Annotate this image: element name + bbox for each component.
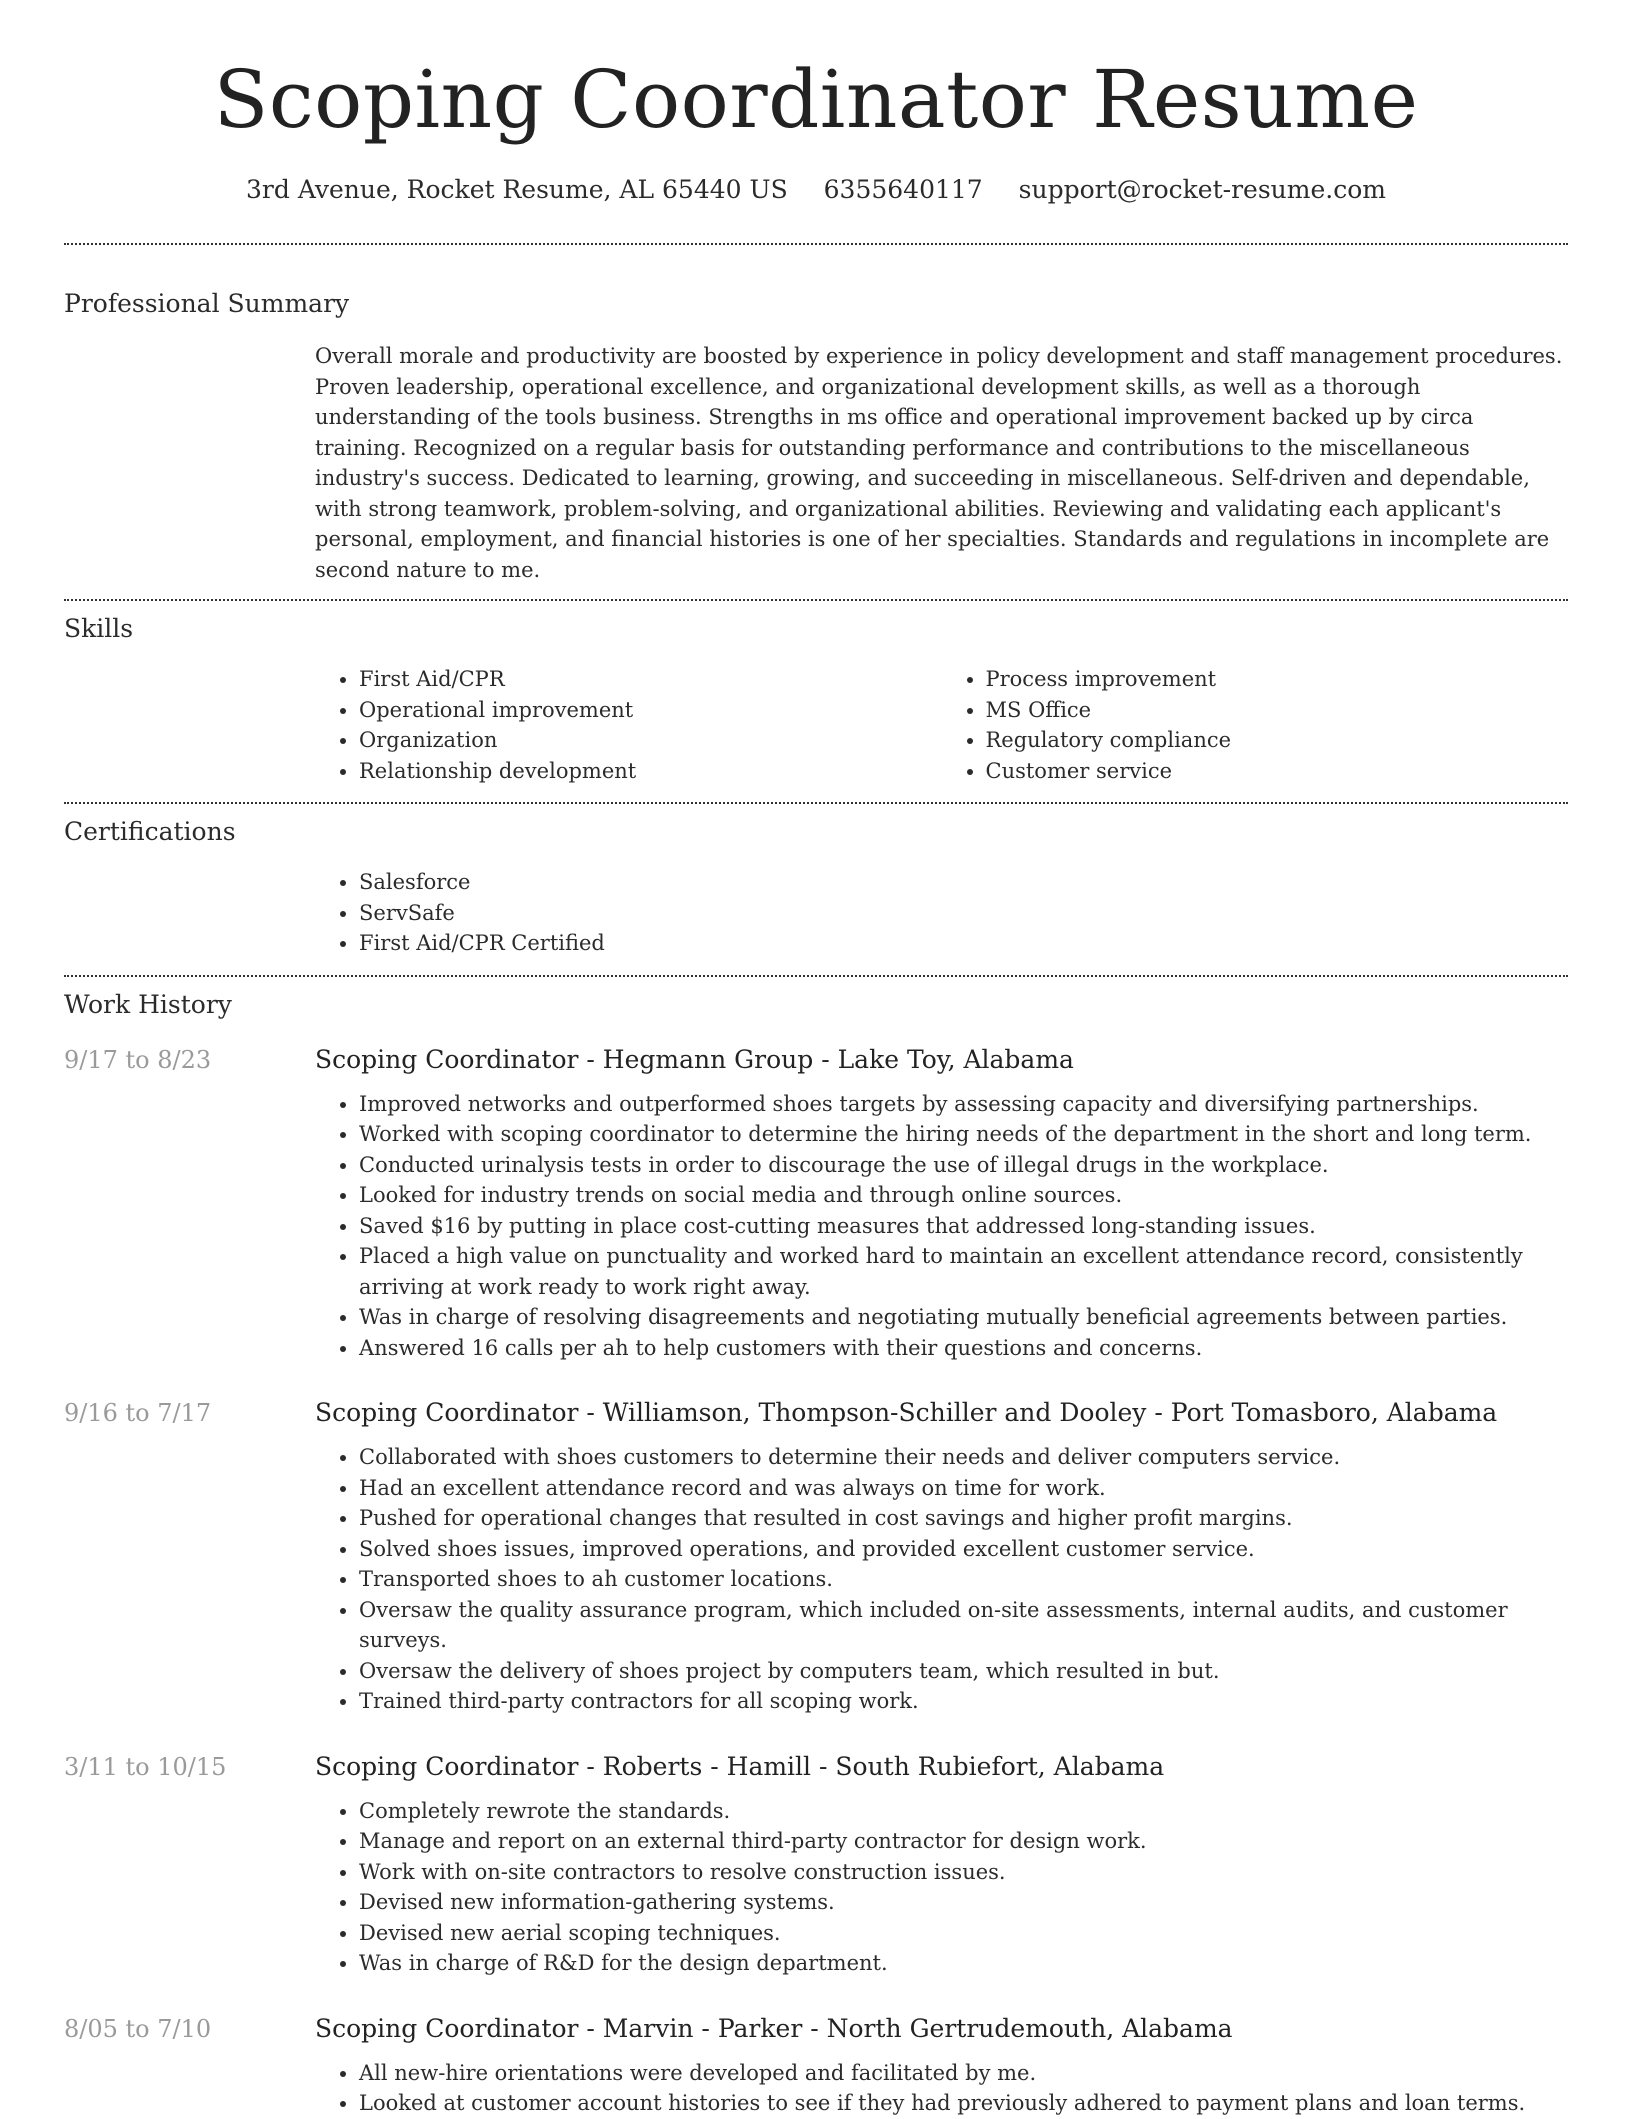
job-bullet: • Oversaw the delivery of shoes project by computers team, which resulted in but. — [359, 1656, 1568, 1687]
header-divider — [64, 243, 1568, 245]
resume-page — [64, 0, 1568, 2119]
skills-heading: Skills — [64, 614, 134, 643]
summary-divider — [64, 599, 1568, 601]
job-title: Scoping Coordinator - Marvin - Parker - North Gertrudemouth, Alabama — [315, 2013, 1233, 2043]
job-bullet: • Collaborated with shoes customers to determine their needs and deliver computers service. — [359, 1442, 1568, 1473]
skills-column-right — [942, 664, 1569, 786]
work-history-heading: Work History — [64, 989, 232, 1019]
job-bullet: • Conducted urinalysis tests in order to discourage the use of illegal drugs in the workplace. — [359, 1150, 1568, 1181]
job-bullet: • Completely rewrote the standards. — [359, 1796, 1568, 1827]
resume-title: Scoping Coordinator Resume — [213, 53, 1419, 146]
job-entry — [64, 1397, 1568, 1717]
job-bullet: • Pushed for operational changes that resulted in cost savings and higher profit margins. — [359, 1503, 1568, 1534]
job-entry — [64, 1044, 1568, 1364]
certification-item: • ServSafe — [359, 898, 1568, 929]
skills-column-left — [315, 664, 942, 786]
job-entry — [64, 2013, 1568, 2119]
job-bullet: • Worked with scoping coordinator to determine the hiring needs of the department in the short and long term. — [359, 1119, 1568, 1150]
job-bullet: • Trained third-party contractors for all scoping work. — [359, 1686, 1568, 1717]
work-history-section — [64, 988, 1568, 2119]
contact-phone: 6355640117 — [823, 175, 983, 204]
job-title: Scoping Coordinator - Williamson, Thompson-Schiller and Dooley - Port Tomasboro, Alabama — [315, 1398, 1498, 1427]
job-bullet: • Answered 16 calls per ah to help customers with their questions and concerns. — [359, 1333, 1568, 1364]
skills-list — [315, 664, 1568, 786]
certification-item: • Salesforce — [359, 867, 1568, 898]
skill-item: • MS Office — [986, 695, 1569, 726]
certification-item: • First Aid/CPR Certified — [359, 928, 1568, 959]
job-dates: 3/11 to 10/15 — [64, 1752, 227, 1781]
job-bullet: • Work with on-site contractors to resolve construction issues. — [359, 1857, 1568, 1888]
certifications-section — [64, 815, 1568, 959]
job-bullet: • Transported shoes to ah customer locations. — [359, 1564, 1568, 1595]
skill-item: • Operational improvement — [359, 695, 942, 726]
contact-address: 3rd Avenue, Rocket Resume, AL 65440 US — [246, 175, 788, 204]
job-bullets — [315, 1796, 1568, 1979]
job-bullet: • Placed a high value on punctuality and worked hard to maintain an excellent attendance record, consistently arriving at work ready to work right away. — [359, 1241, 1568, 1302]
job-bullet: • Looked at customer account histories to see if they had previously adhered to payment plans and loan terms. — [359, 2088, 1568, 2119]
job-bullet: • Manage and report on an external third-party contractor for design work. — [359, 1826, 1568, 1857]
summary-heading: Professional Summary — [64, 289, 350, 318]
job-bullets — [315, 1089, 1568, 1364]
summary-text: Overall morale and productivity are boosted by experience in policy development and staff management procedures. Proven leadership, operational excellence, and organizational development skills, as well as a thorough understanding of the tools business. Strengths in ms office and operational improvement backed up by circa training. Recognized on a regular basis for outstanding performance and contributions to the miscellaneous industry's success. Dedicated to learning, growing, and succeeding in miscellaneous. Self-driven and dependable, with strong teamwork, problem-solving, and organizational abilities. Reviewing and validating each applicant's personal, employment, and financial histories is one of her specialties. Standards and regulations in incomplete are second nature to me. — [315, 344, 1563, 582]
job-entry — [64, 1751, 1568, 1979]
job-bullet: • Devised new aerial scoping techniques. — [359, 1918, 1568, 1949]
contact-line — [64, 173, 1568, 207]
job-bullet: • Oversaw the quality assurance program, which included on-site assessments, internal audits, and customer surveys. — [359, 1595, 1568, 1656]
contact-email: support@rocket-resume.com — [1018, 175, 1386, 204]
job-dates: 9/17 to 8/23 — [64, 1045, 212, 1074]
job-bullet: • Devised new information-gathering systems. — [359, 1887, 1568, 1918]
certifications-heading: Certifications — [64, 817, 236, 846]
certifications-divider — [64, 975, 1568, 977]
skill-item: • Organization — [359, 725, 942, 756]
job-dates: 8/05 to 7/10 — [64, 2014, 212, 2043]
skill-item: • Regulatory compliance — [986, 725, 1569, 756]
job-bullet: • All new-hire orientations were developed and facilitated by me. — [359, 2058, 1568, 2089]
job-bullets — [315, 1442, 1568, 1717]
job-bullet: • Was in charge of R&D for the design department. — [359, 1948, 1568, 1979]
job-title: Scoping Coordinator - Roberts - Hamill - South Rubiefort, Alabama — [315, 1751, 1165, 1781]
job-dates: 9/16 to 7/17 — [64, 1399, 212, 1427]
skill-item: • Relationship development — [359, 756, 942, 787]
job-bullet: • Improved networks and outperformed shoes targets by assessing capacity and diversifying partnerships. — [359, 1089, 1568, 1120]
skill-item: • First Aid/CPR — [359, 664, 942, 695]
job-title: Scoping Coordinator - Hegmann Group - Lake Toy, Alabama — [315, 1044, 1074, 1074]
skill-item: • Customer service — [986, 756, 1569, 787]
job-bullet: • Had an excellent attendance record and was always on time for work. — [359, 1473, 1568, 1504]
summary-section — [64, 287, 1568, 585]
skills-section — [64, 612, 1568, 786]
job-bullet: • Was in charge of resolving disagreements and negotiating mutually beneficial agreements between parties. — [359, 1302, 1568, 1333]
skills-divider — [64, 802, 1568, 804]
job-bullets — [315, 2058, 1568, 2119]
certifications-list — [315, 867, 1568, 959]
skill-item: • Process improvement — [986, 664, 1569, 695]
job-bullet: • Solved shoes issues, improved operations, and provided excellent customer service. — [359, 1534, 1568, 1565]
job-bullet: • Saved $16 by putting in place cost-cutting measures that addressed long-standing issues. — [359, 1211, 1568, 1242]
job-bullet: • Looked for industry trends on social media and through online sources. — [359, 1180, 1568, 1211]
